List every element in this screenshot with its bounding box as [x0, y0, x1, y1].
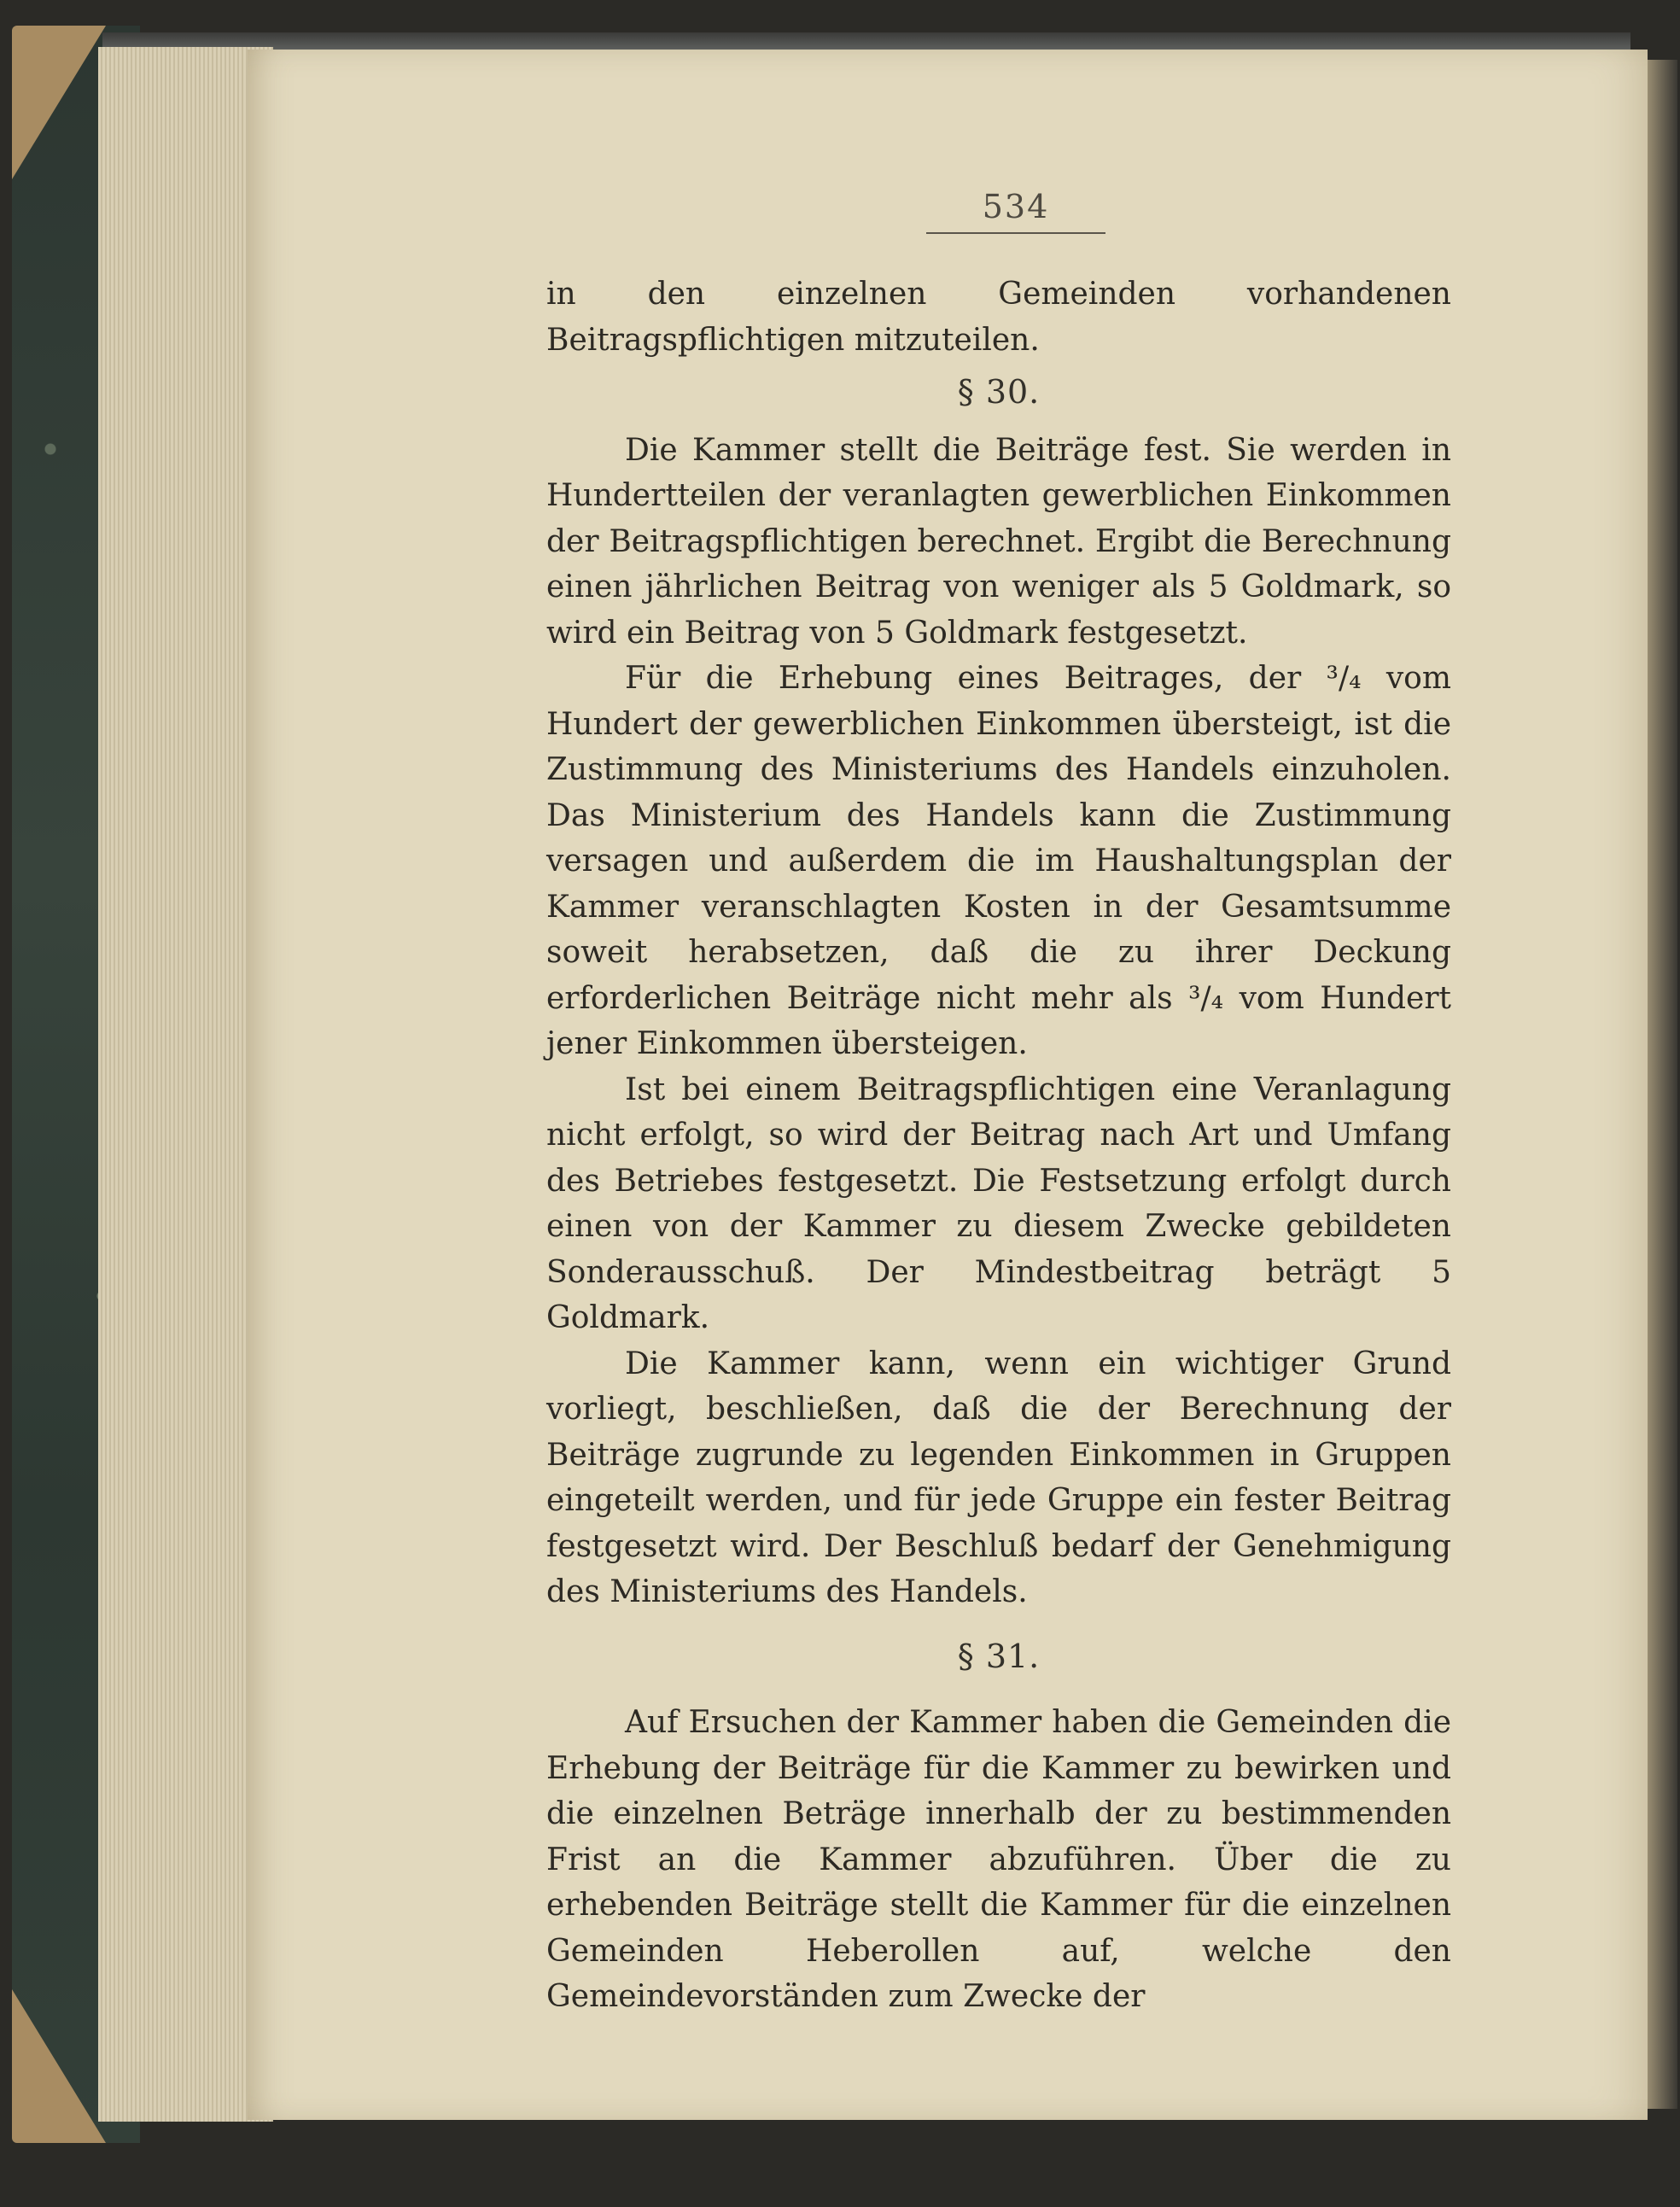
section-30-heading: § 30.: [957, 373, 1041, 411]
page-number: 534: [982, 188, 1050, 225]
section-30-paragraph-1: Die Kammer stellt die Beiträge fest. Sie werden in Hundertteilen der veranlagten gewerblichen Einkommen der Beitragspflichtigen berechnet. Ergibt die Berechnung einen jährlichen Beitrag von weniger als 5 Goldmark, so wird ein Beitrag von 5 Goldmark festgesetzt.: [546, 432, 1451, 651]
page-header: [926, 188, 1105, 234]
section-30-paragraph-3: Ist bei einem Beitragspflichtigen eine Veranlagung nicht erfolgt, so wird der Beitrag nach Art und Umfang des Betriebes festgesetzt. Die Festsetzung erfolgt durch einen von der Kammer zu diesem Zwecke gebildeten Sonderausschuß. Der Mindestbeitrag beträgt 5 Goldmark.: [546, 1071, 1451, 1335]
section-31-paragraph-1: Auf Ersuchen der Kammer haben die Gemeinden die Erhebung der Beiträge für die Kammer zu bewirken und die einzelnen Beträge innerhalb der zu bestimmenden Frist an die Kammer abzuführen. Über die zu erhebenden Beiträge stellt die Kammer für die einzelnen Gemeinden Heberollen auf, welche den Gemeindevorständen zum Zwecke der: [546, 1705, 1451, 2014]
page-text: [546, 271, 1451, 2020]
continuation-paragraph: in den einzelnen Gemeinden vorhandenen Beitragspflichtigen mitzuteilen.: [546, 277, 1451, 358]
header-rule: [926, 232, 1105, 234]
section-30-paragraph-4: Die Kammer kann, wenn ein wichtiger Grund vorliegt, beschließen, daß die der Berechnung der Beiträge zugrunde zu legenden Einkommen in Gruppen eingeteilt werden, und für jede Gruppe ein fester Beitrag festgesetzt wird. Der Beschluß bedarf der Genehmigung des Ministeriums des Handels.: [546, 1346, 1451, 1609]
section-31-heading: § 31.: [957, 1637, 1041, 1675]
section-30-paragraph-2: Für die Erhebung eines Beitrages, der ³/₄ vom Hundert der gewerblichen Einkommen übersteigt, ist die Zustimmung des Ministeriums des Handels einzuholen. Das Ministerium des Handels kann die Zustimmung versagen und außerdem die im Haushaltungsplan der Kammer veranschlagten Kosten in der Gesamtsumme soweit herabsetzen, daß die zu ihrer Deckung erforderlichen Beiträge nicht mehr als ³/₄ vom Hundert jener Einkommen übersteigen.: [546, 661, 1451, 1061]
